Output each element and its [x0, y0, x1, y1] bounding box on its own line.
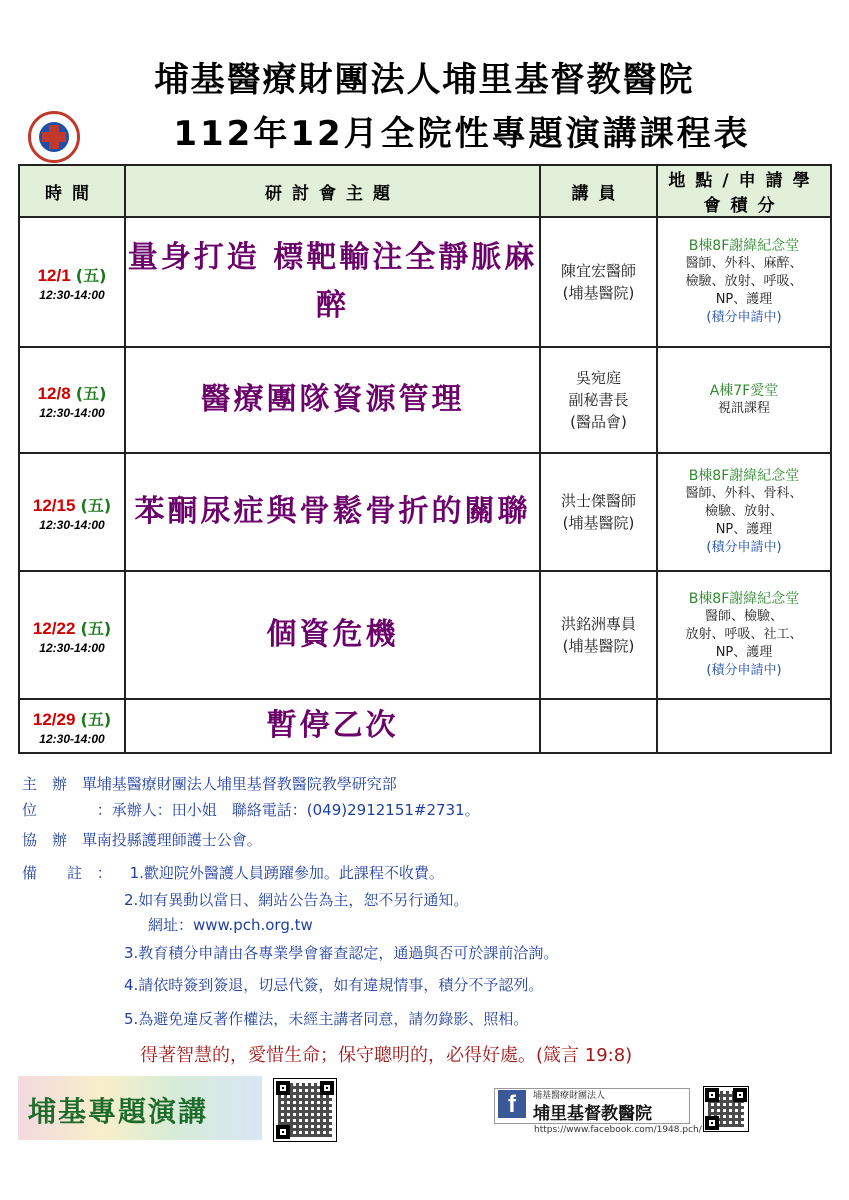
co-host-line: [22, 829, 262, 850]
credit-disciplines: 檢驗、放射、呼吸、: [685, 274, 803, 289]
speaker-line: 吳宛庭: [575, 369, 621, 387]
time-cell: [19, 453, 125, 571]
logo-cross-bar-icon: [42, 132, 66, 142]
table-row: [19, 347, 831, 453]
table-row: [19, 217, 831, 347]
time-cell: [19, 347, 125, 453]
qr-code-icon: [703, 1086, 749, 1132]
qr-finder: [733, 1088, 747, 1102]
table-row: [19, 571, 831, 699]
place-cell: [657, 571, 831, 699]
host-value: 埔基醫療財團法人埔里基督教醫院教學研究部: [96, 775, 397, 793]
place-cell: [657, 453, 831, 571]
qr-finder: [705, 1116, 719, 1130]
remark-label: 備 註: [22, 864, 83, 882]
header-time: 時間: [19, 165, 125, 217]
note-2: 2.如有異動以當日、網站公告為主，恕不另行通知。: [124, 891, 469, 909]
session-hours: 12:30-14:00: [39, 640, 105, 655]
speaker-line: 副秘書長: [568, 391, 629, 409]
session-date: 12/15: [32, 495, 76, 515]
session-weekday: (五): [80, 495, 112, 515]
org-title: 埔基醫療財團法人埔里基督教醫院: [154, 60, 695, 100]
note-5: 5.為避免違反著作權法，未經主講者同意，請勿錄影、照相。: [124, 1010, 529, 1028]
website-note: 網址：www.pch.org.tw: [148, 916, 313, 934]
session-hours: 12:30-14:00: [39, 287, 105, 302]
session-date: 12/29: [32, 709, 76, 729]
topic-cell: 量身打造 標靶輸注全靜脈麻醉: [125, 217, 540, 347]
speaker-cell: [540, 347, 657, 453]
speaker-cell: [540, 217, 657, 347]
place-cell: [657, 347, 831, 453]
table-header-row: [19, 165, 831, 217]
session-weekday: (五): [80, 709, 112, 729]
speaker-line: 陳宜宏醫師: [560, 262, 636, 280]
proverb: 得著智慧的，愛惜生命；保守聰明的，必得好處。(箴言 19:8): [140, 1045, 633, 1066]
qr-finder: [705, 1088, 719, 1102]
schedule-table: [18, 164, 832, 754]
hospital-logo: [28, 111, 80, 163]
topic-cell: 苯酮尿症與骨鬆骨折的關聯: [125, 453, 540, 571]
time-cell: [19, 217, 125, 347]
credit-disciplines: 醫師、檢驗、: [704, 609, 783, 624]
qr-finder: [320, 1081, 334, 1095]
facebook-url: https://www.facebook.com/1948.pch/: [534, 1125, 702, 1135]
header-speaker: 講員: [540, 165, 657, 217]
speaker-cell: [540, 453, 657, 571]
speaker-line: (埔基醫院): [562, 514, 635, 532]
time-cell: [19, 571, 125, 699]
session-date: 12/22: [32, 618, 76, 638]
header-place: 地點/申請學會積分: [657, 165, 831, 217]
session-weekday: (五): [75, 383, 107, 403]
speaker-cell: [540, 699, 657, 753]
credit-disciplines: NP、護理: [715, 645, 773, 660]
table-row: [19, 699, 831, 753]
session-weekday: (五): [75, 265, 107, 285]
session-weekday: (五): [80, 618, 112, 638]
session-date: 12/8: [37, 383, 71, 403]
topic-cell: 暫停乙次: [125, 699, 540, 753]
header-topic: 研討會主題: [125, 165, 540, 217]
host-line: [22, 773, 397, 794]
topic-cell: 個資危機: [125, 571, 540, 699]
place-cell: [657, 217, 831, 347]
credit-disciplines: 檢驗、放射、: [704, 504, 783, 519]
credit-disciplines: 視訊課程: [717, 401, 770, 416]
credit-disciplines: 放射、呼吸、社工、: [685, 627, 803, 642]
credit-disciplines: NP、護理: [715, 292, 773, 307]
qr-code-icon: [273, 1078, 337, 1142]
note-4: 4.請依時簽到簽退，切忌代簽，如有違規情事，積分不予認列。: [124, 976, 544, 994]
table-row: [19, 453, 831, 571]
qr-finder: [276, 1081, 290, 1095]
venue: B棟8F謝緯紀念堂: [688, 238, 800, 254]
facebook-page-name: 埔里基督教醫院: [533, 1104, 652, 1124]
contact-value: ：承辦人：田小姐 聯絡電話：(049)2912151#2731。: [96, 801, 480, 819]
session-date: 12/1: [37, 265, 71, 285]
time-cell: [19, 699, 125, 753]
speaker-line: (醫品會): [570, 413, 627, 431]
remark-sep: ：: [96, 864, 112, 882]
venue: A棟7F愛堂: [709, 383, 779, 399]
place-cell: [657, 699, 831, 753]
speaker-line: (埔基醫院): [562, 637, 635, 655]
co-host-label: 協 辦 單: [22, 831, 98, 849]
session-hours: 12:30-14:00: [39, 405, 105, 420]
venue: B棟8F謝緯紀念堂: [688, 468, 800, 484]
qr-finder: [276, 1125, 290, 1139]
note-1: 1.歡迎院外醫護人員踴躍參加。此課程不收費。: [129, 864, 444, 882]
note-3: 3.教育積分申請由各專業學會審查認定，通過與否可於課前洽詢。: [124, 944, 559, 962]
facebook-org: 埔基醫療財團法人: [533, 1091, 606, 1101]
credit-disciplines: 醫師、外科、麻醉、: [685, 256, 803, 271]
co-host-value: 南投縣護理師護士公會。: [96, 831, 262, 849]
credit-status: (積分申請中): [706, 540, 782, 555]
page-title: 112年12月全院性專題演講課程表: [173, 114, 751, 154]
session-hours: 12:30-14:00: [39, 731, 105, 746]
credit-status: (積分申請中): [706, 663, 782, 678]
contact-line: [22, 799, 480, 820]
speaker-line: 洪銘洲專員: [560, 615, 636, 633]
banner-title: 埔基專題演講: [28, 1095, 209, 1128]
speaker-cell: [540, 571, 657, 699]
facebook-icon: f: [498, 1090, 526, 1118]
host-label: 主 辦 單: [22, 775, 98, 793]
speaker-line: (埔基醫院): [562, 284, 635, 302]
credit-disciplines: 醫師、外科、骨科、: [685, 486, 803, 501]
session-hours: 12:30-14:00: [39, 517, 105, 532]
speaker-line: 洪士傑醫師: [560, 492, 636, 510]
credit-status: (積分申請中): [706, 310, 782, 325]
credit-disciplines: NP、護理: [715, 522, 773, 537]
topic-cell: 醫療團隊資源管理: [125, 347, 540, 453]
contact-label: 位: [22, 801, 38, 819]
remark-line: [22, 862, 444, 883]
venue: B棟8F謝緯紀念堂: [688, 591, 800, 607]
